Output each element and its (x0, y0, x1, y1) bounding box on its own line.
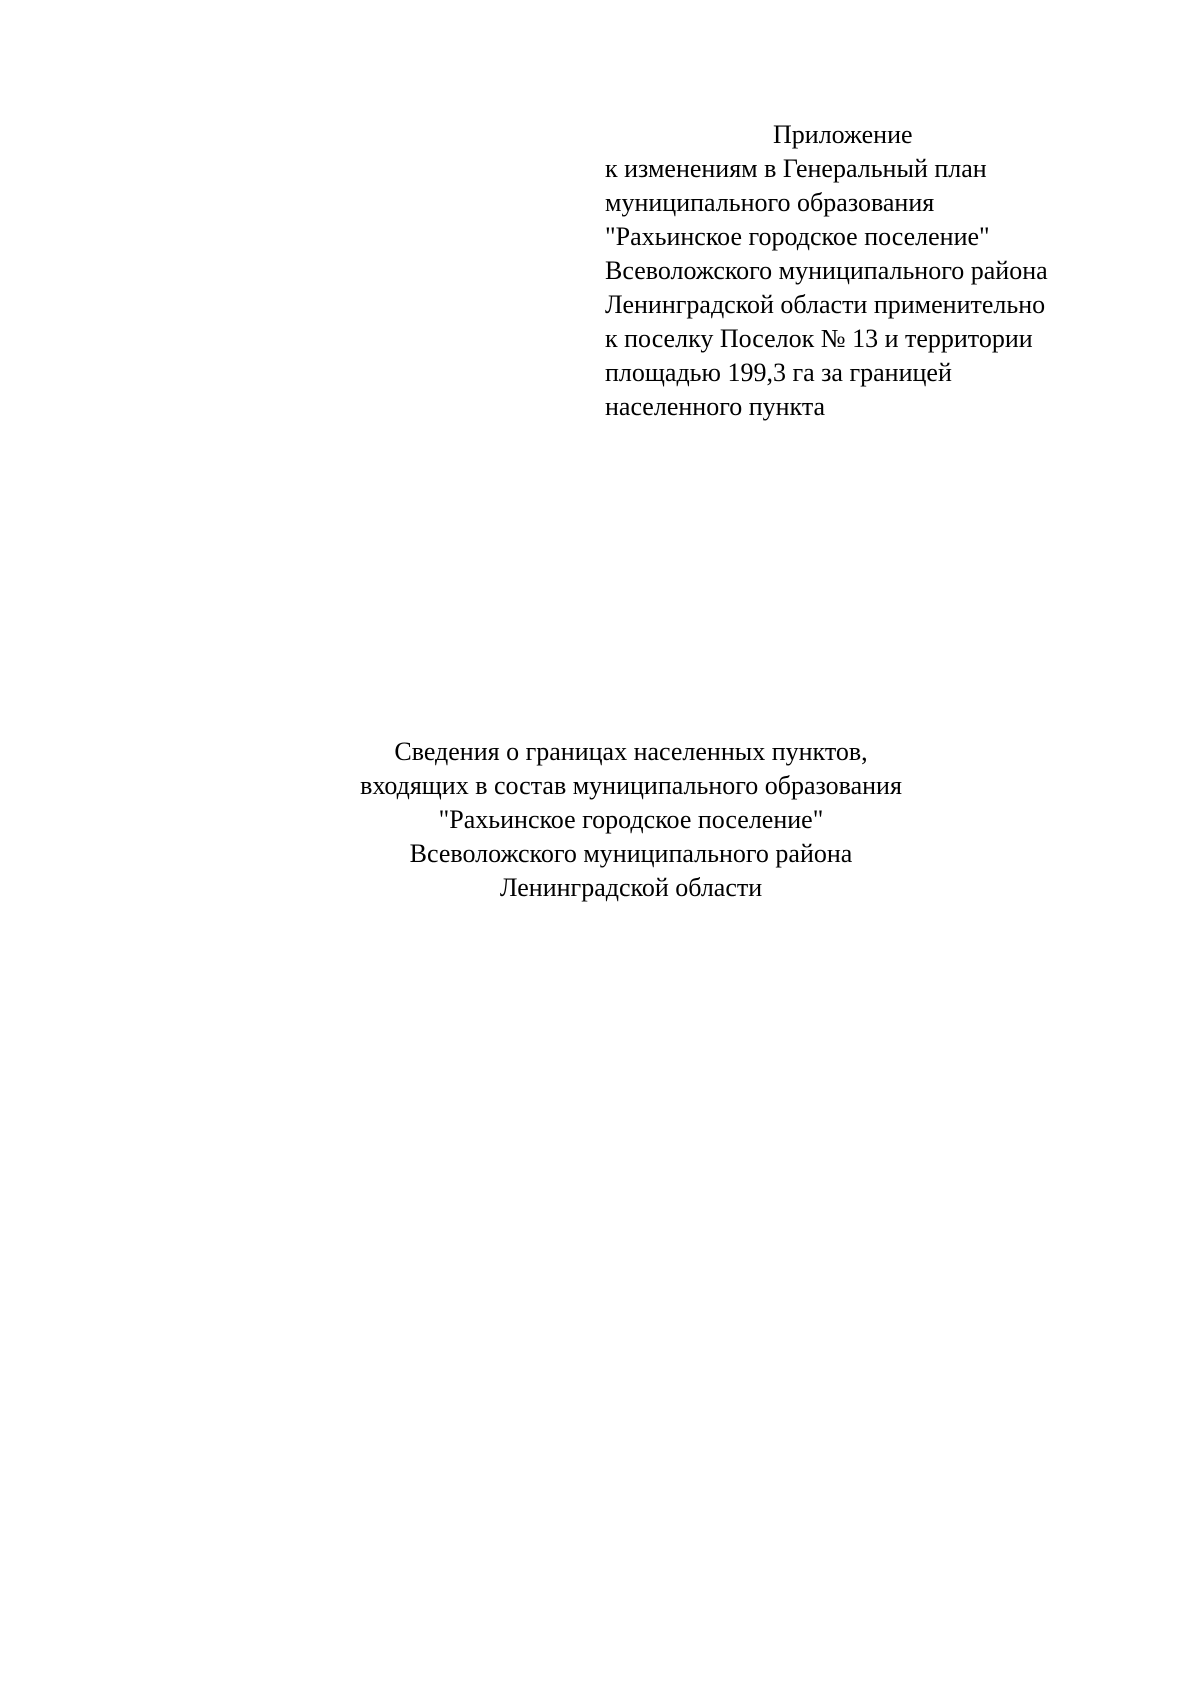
info-heading-line: Всеволожского муниципального района (409, 839, 853, 868)
annex-line: "Рахьинское городское поселение" (605, 222, 990, 251)
annex-block (605, 118, 1125, 424)
info-heading-line: Ленинградской области (499, 873, 763, 902)
annex-line: к изменениям в Генеральный план (605, 154, 987, 183)
annex-line: муниципального образования (605, 188, 935, 217)
info-heading-line: "Рахьинское городское поселение" (438, 805, 824, 834)
annex-line: Всеволожского муниципального района (605, 256, 1048, 285)
annex-title: Приложение (773, 120, 913, 149)
annex-line: населенного пункта (605, 392, 826, 421)
annex-line: Ленинградской области применительно (605, 290, 1046, 319)
info-heading-block (0, 735, 1200, 905)
annex-line: к поселку Поселок № 13 и территории (605, 324, 1033, 353)
info-heading-line: входящих в состав муниципального образования (360, 771, 902, 800)
annex-line: площадью 199,3 га за границей (605, 358, 952, 387)
info-heading-line: Сведения о границах населенных пунктов, (394, 737, 868, 766)
